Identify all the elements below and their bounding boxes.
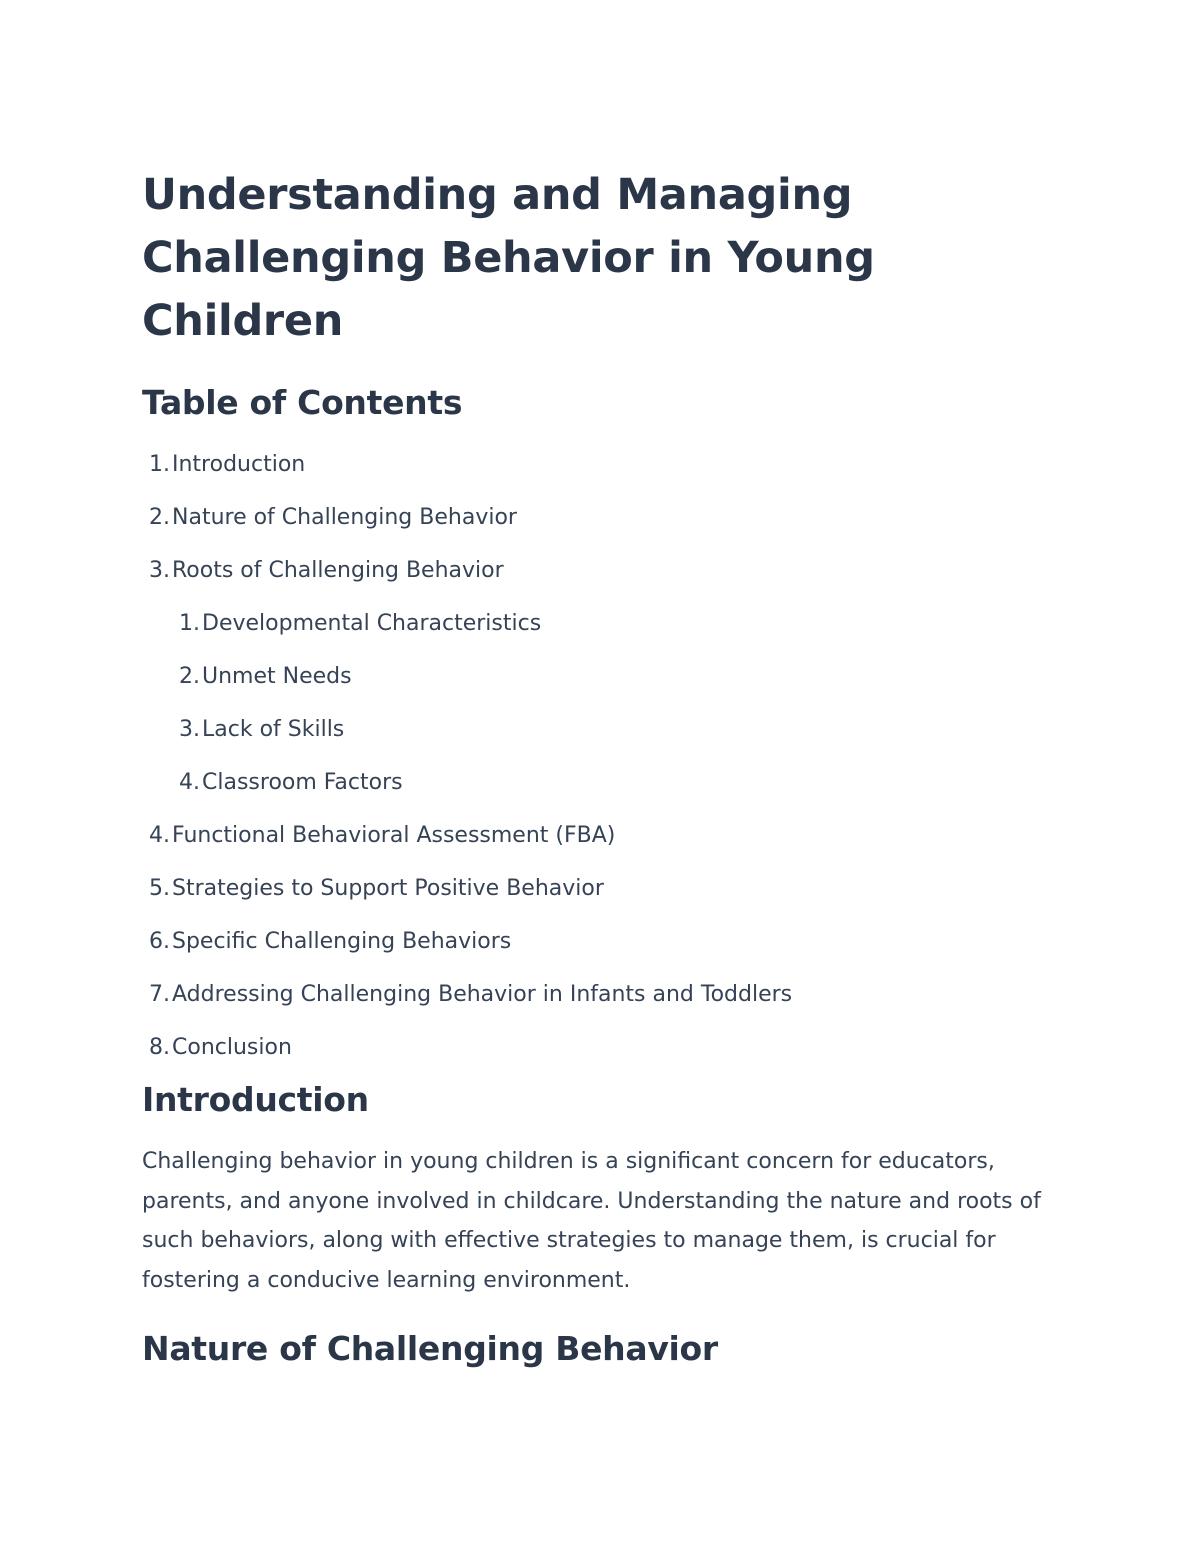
- toc-subitem-developmental[interactable]: [142, 609, 1052, 662]
- toc-item-number: 3.: [149, 558, 170, 583]
- toc-subitem-classroom-factors[interactable]: [142, 768, 1052, 821]
- toc-item-number: 4.: [149, 823, 170, 848]
- toc-item-label: Specific Challenging Behaviors: [172, 929, 512, 954]
- toc-item-number: 4.: [179, 770, 200, 795]
- toc-item-introduction[interactable]: [142, 450, 1052, 503]
- toc-item-label: Roots of Challenging Behavior: [172, 558, 504, 583]
- toc-item-number: 7.: [149, 982, 170, 1007]
- table-of-contents: [142, 450, 1052, 1086]
- document-title-line-2: Challenging Behavior in Young Children: [142, 233, 875, 346]
- toc-item-roots[interactable]: [142, 556, 1052, 609]
- toc-heading: Table of Contents: [142, 383, 463, 422]
- toc-item-number: 3.: [179, 717, 200, 742]
- toc-item-label: Nature of Challenging Behavior: [172, 505, 517, 530]
- toc-item-label: Unmet Needs: [202, 664, 352, 689]
- toc-item-label: Classroom Factors: [202, 770, 403, 795]
- introduction-paragraph: Challenging behavior in young children is a significant concern for educators, parents, and anyone involved in childcare. Understanding the nature and roots of such behaviors, along with effective strategies to manage them, is crucial for fostering a conducive learning environment.: [142, 1149, 1041, 1293]
- toc-item-label: Conclusion: [172, 1035, 292, 1060]
- toc-item-number: 2.: [179, 664, 200, 689]
- toc-item-number: 5.: [149, 876, 170, 901]
- toc-item-label: Developmental Characteristics: [202, 611, 542, 636]
- toc-item-infants-toddlers[interactable]: [142, 980, 1052, 1033]
- toc-item-number: 1.: [149, 452, 170, 477]
- toc-item-label: Addressing Challenging Behavior in Infants and Toddlers: [172, 982, 793, 1007]
- toc-subitem-lack-of-skills[interactable]: [142, 715, 1052, 768]
- nature-heading: Nature of Challenging Behavior: [142, 1329, 718, 1368]
- toc-item-number: 2.: [149, 505, 170, 530]
- toc-subitem-unmet-needs[interactable]: [142, 662, 1052, 715]
- toc-item-number: 8.: [149, 1035, 170, 1060]
- toc-item-nature[interactable]: [142, 503, 1052, 556]
- toc-item-label: Lack of Skills: [202, 717, 345, 742]
- toc-item-label: Introduction: [172, 452, 306, 477]
- document-page: [142, 164, 1052, 1371]
- toc-item-strategies[interactable]: [142, 874, 1052, 927]
- document-title: [142, 164, 1052, 353]
- toc-item-specific-behaviors[interactable]: [142, 927, 1052, 980]
- toc-item-label: Strategies to Support Positive Behavior: [172, 876, 604, 901]
- toc-item-number: 1.: [179, 611, 200, 636]
- toc-item-number: 6.: [149, 929, 170, 954]
- toc-item-fba[interactable]: [142, 821, 1052, 874]
- document-title-line-1: Understanding and Managing: [142, 170, 853, 220]
- toc-item-label: Functional Behavioral Assessment (FBA): [172, 823, 616, 848]
- introduction-heading: Introduction: [142, 1080, 369, 1119]
